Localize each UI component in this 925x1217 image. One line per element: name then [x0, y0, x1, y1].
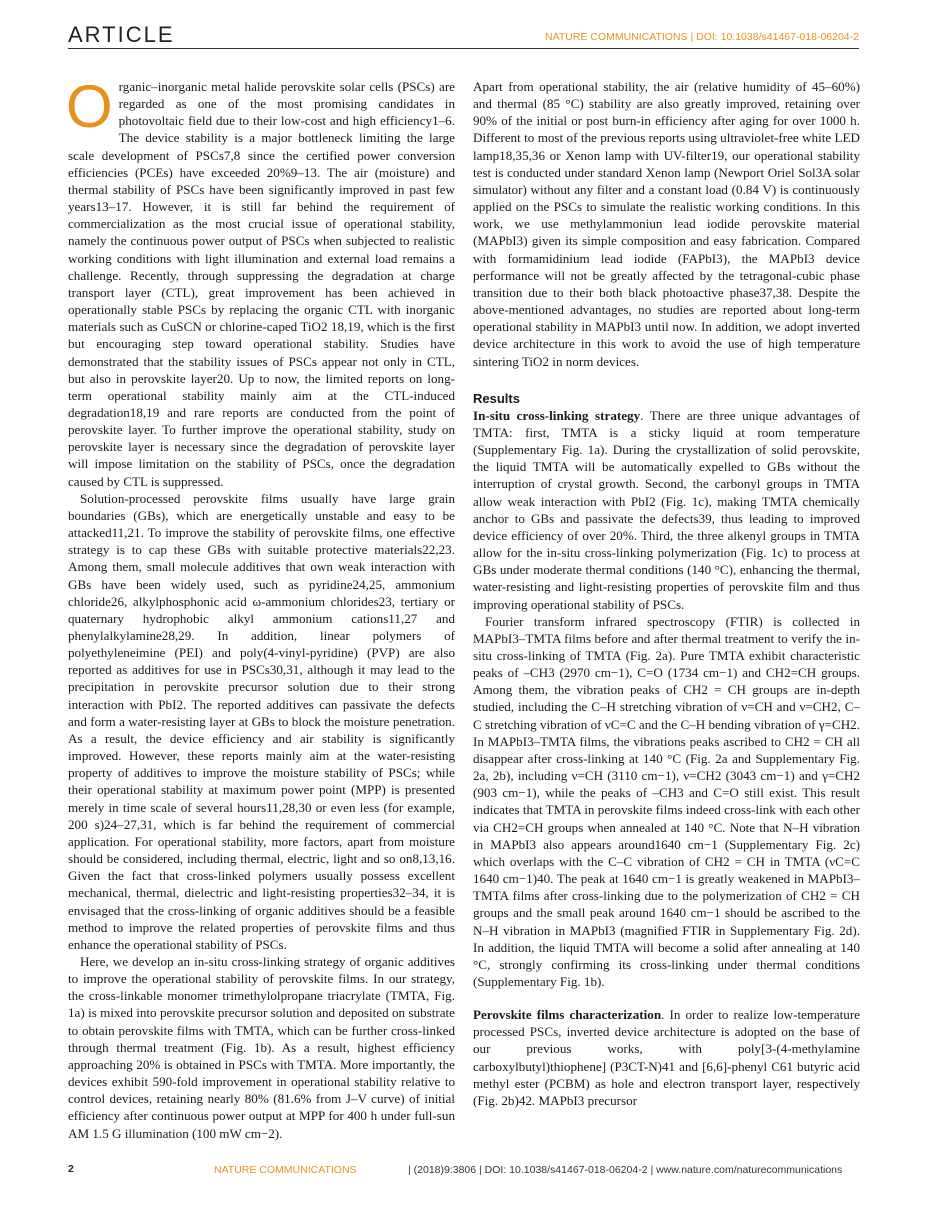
cross-linking-subheading: In-situ cross-linking strategy [473, 407, 641, 423]
article-label: ARTICLE [68, 22, 175, 47]
footer-journal-name: NATURE COMMUNICATIONS [214, 1164, 357, 1176]
journal-doi-header[interactable]: NATURE COMMUNICATIONS | DOI: 10.1038/s41467-018-06204-2 [545, 31, 859, 43]
results-heading: Results [473, 390, 520, 406]
left-column [66, 73, 455, 1142]
cross-linking-paragraph [473, 407, 860, 613]
right-column [473, 78, 860, 1109]
footer-citation[interactable]: | (2018)9:3806 | DOI: 10.1038/s41467-018-06204-2 | www.nature.com/naturecommunications [408, 1164, 843, 1176]
header-divider [68, 48, 859, 49]
page-footer [68, 1163, 859, 1183]
intro-paragraph-1 [66, 73, 455, 490]
films-characterization-subheading: Perovskite films characterization [473, 1007, 662, 1023]
films-characterization-paragraph [473, 1006, 860, 1109]
ftir-paragraph: Fourier transform infrared spectroscopy (FTIR) is collected in MAPbI3–TMTA films before and after thermal treatment to verify the in-situ cross-linking of TMTA (Fig. 2a). Pure TMTA exhibit characteristic peaks of –CH3 (2970 cm−1), C=O (1734 cm−1) and CH2=CH groups. Among them, the vibration peaks of CH2 = CH groups are in-depth studied, including the C–H stretching vibration of ν=CH and ν=CH2, C–C stretching vibration of νC=C and the C–H bending vibration of γ=CH2. In MAPbI3–TMTA films, the vibrations peaks ascribed to CH2 = CH all disappear after cross-linking at 140 °C (Fig. 2a and Supplementary Fig. 2a, 2b), including ν=CH (3110 cm−1), ν=CH2 (3043 cm−1) and γ=CH2 (903 cm−1), while the peaks of –CH3 and C=O still exist. This result indicates that TMTA in perovskite films indeed cross-link with each other via CH2=CH groups when annealed at 140 °C. Note that N–H vibration in MAPbI3 also appears around1640 cm−1 (Supplementary Fig. 2c) which overlaps with the C–C vibration of CH2 = CH in TMTA (νC=C 1640 cm−1)40. The peak at 1640 cm−1 is greatly weakened in MAPbI3–TMTA films after cross-linking due to the polymerization of CH2 = CH groups and the small peak around 1640 cm−1 should be ascribed to the N–H vibration in MAPbI3 (magnified FTIR in Supplementary Fig. 2d). In addition, the liquid TMTA will become a solid after annealing at 140 °C, strongly confirming its cross-linking under thermal conditions (Supplementary Fig. 1b). [473, 613, 860, 989]
page-number: 2 [68, 1163, 74, 1175]
intro-paragraph-4: Apart from operational stability, the air (relative humidity of 45–60%) and thermal (85 °C) stability are also greatly improved, retaining over 90% of the initial or post burn-in efficiency after aging for over 1000 h. Different to most of the previous reports using ultraviolet-free white LED lamp18,35,36 or Xenon lamp with UV-filter19, our operational stability test is conducted under standard Xenon lamp (Newport Oriel Sol3A solar simulator) without any filter and a constant load (0.84 V) is continuously applied on the PSCs to simulate the realistic working conditions. In this work, we use methylammoniun lead iodide perovskite material (MAPbI3) given its simple composition and easy fabrication. Compared with formamidinium lead iodide (FAPbI3), the MAPbI3 device performance will not be greatly affected by the tetragonal-cubic phase transition due to their both black photoactive phase37,38. Despite the above-mentioned advantages, no studies are reported about long-term operational stability in MAPbI3 until now. In addition, we adopt inverted device architecture in this work to avoid the use of high temperature sintering TiO2 in norm devices. [473, 79, 860, 369]
films-characterization-text: . In order to realize low-temperature processed PSCs, inverted device architecture is adopted on the base of our previous works, with poly[3-(4-methylamine carboxylbutyl)thiophene] (P3CT-N)41 and [6,6]-phenyl C61 butyric acid methyl ester (PCBM) as hole and electron transport layer, respectively (Fig. 2b)42. MAPbI3 precursor [473, 1007, 860, 1108]
drop-cap: O [66, 73, 113, 140]
intro-paragraph-2: Solution-processed perovskite films usually have large grain boundaries (GBs), which are energetically unstable and easy to be attacked11,21. To improve the stability of perovskite films, one effective strategy is to cap these GBs with suitable protective materials22,23. Among them, small molecule additives that own weak interaction with GBs have been widely used, such as pyridine24,25, ammonium chloride26, alkylphosphonic acid ω-ammonium chlorides23, tertiary or quaternary hydrophobic alkyl ammonium cations11,27 and phenylalkylamine28,29. In addition, linear polymers of polyethyleneimine (PEI) and poly(4-vinyl-pyridine) (PVP) are also reported as additives for use in PSCs30,31, although it may lead to the precipitation in perovskite precursor solution due to their strong interaction with PbI2. The reported additives can passivate the defects and form a water-resisting layer at GBs to block the moisture penetration. As a result, the device efficiency and air stability is significantly improved. However, these reports mainly aim at the water-resisting property of additives to improve the moisture stability of PSCs; while their operational stability at maximum power point (MPP) is presented merely in time scale of several hours11,28,30 or even less (for example, 200 s)24–27,31, which is far behind the requirement of commercial application. For operational stability, more factors, apart from moisture should be considered, including thermal, electric, light and so on8,13,16. Given the fact that cross-linked polymers usually possess excellent mechanical, thermal, dielectric and light-resisting properties32–34, it is envisaged that the cross-linking of organic additives should be a feasible method to improve the related properties of perovskite films and thus enhance the operational stability of PSCs. [68, 490, 455, 952]
intro-paragraph-3: Here, we develop an in-situ cross-linking strategy of organic additives to improve the operational stability of perovskite films. In our strategy, the cross-linkable monomer trimethylolpropane triacrylate (TMTA, Fig. 1a) is mixed into perovskite precursor solution and deposited on substrate to obtain perovskite films with TMTA, which can be further cross-linked through thermal treatment (Fig. 1b). As a result, highest efficiency approaching 20% is obtained in PSCs with TMTA. More importantly, the devices exhibit 590-fold improvement in operational stability relative to control devices, retaining nearly 80% (81.6% from J–V curve) of initial efficiency after continuous power output at MPP for 400 h under full-sun AM 1.5 G illumination (100 mW cm−2). [68, 953, 455, 1141]
intro-paragraph-1-text: rganic–inorganic metal halide perovskite solar cells (PSCs) are regarded as one of the most promising candidates in photovoltaic field due to their low-cost and high efficiency1–6. The device stability is a major bottleneck limiting the large scale development of PSCs7,8 since the certified power conversion efficiencies (PCEs) have exceeded 20%9–13. The air (moisture) and thermal stability of PSCs have been significantly improved in past few years13–17. However, it is still far behind the requirement of commercialization as the most crucial issue of operational stability, namely the continuous power output of PSCs when subjected to realistic working conditions with light illumination and external load remains a challenge. Recently, through suppressing the degradation at charge transport layer (CTL), great improvement has been achieved in operationally stable PSCs by replacing the organic CTL with inorganic materials such as CuSCN or chlorine-caped TiO2 18,19, which is the first but encouraging step toward operational stability. Studies have demonstrated that the stability issues of PSCs appear not only in CTL, but also in perovskite layer20. Up to now, the limited reports on long-term operational stability mainly aim at the CTL-induced degradation18,19 and rare reports are conducted from the point of perovskite layer. To further improve the operational stability, study on perovskite layer is necessary since the degradation of perovskite layer will impose limitation on the stability of PSCs, once the degradation caused by CTL is suppressed. [68, 79, 455, 489]
cross-linking-text: . There are three unique advantages of TMTA: first, TMTA is a sticky liquid at room temperature (Supplementary Fig. 1a). During the crystallization of solid perovskite, the liquid TMTA will be automatically expelled to GBs without the interruption of crystal growth. Second, the carbonyl groups in TMTA allow weak interaction with PbI2 (Fig. 1c), making TMTA chemically anchor to GBs and passivate the defects39, thus leading to improved device efficiency of over 20%. Third, the three alkenyl groups in TMTA allow for the in-situ cross-linking polymerization (Fig. 1c) to process at GBs under moderate thermal conditions (140 °C), enhancing the thermal, water-resisting and light-resisting properties of perovskite film and thus improving operational stability of PSCs. [473, 407, 860, 612]
